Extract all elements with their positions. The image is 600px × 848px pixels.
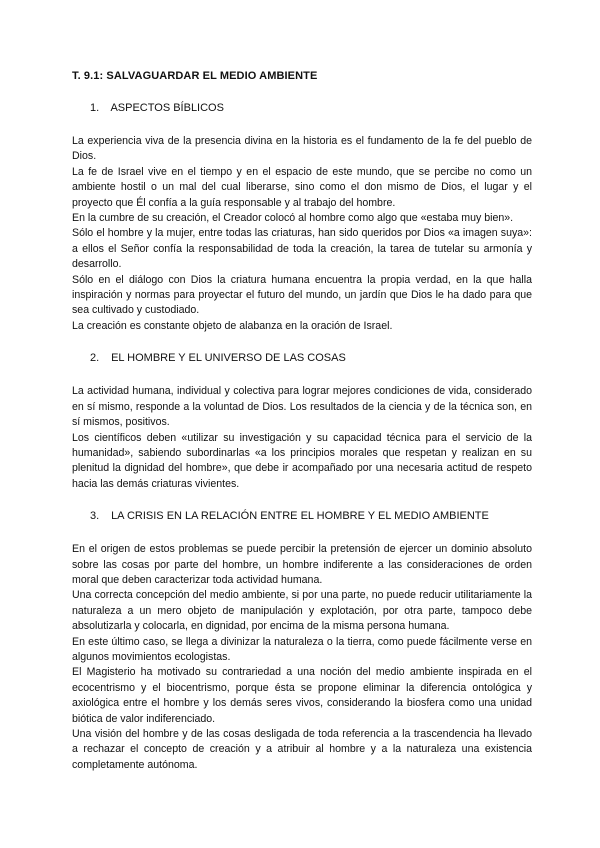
paragraph: En la cumbre de su creación, el Creador colocó al hombre como algo que «estaba muy bien». bbox=[72, 212, 514, 225]
section-number: 3. bbox=[90, 510, 100, 523]
document-title: T. 9.1: SALVAGUARDAR EL MEDIO AMBIENTE bbox=[72, 70, 318, 82]
paragraph: La fe de Israel vive en el tiempo y en el espacio de este mundo, que se percibe no como un ambiente hostil o un mal del cual liberarse, sino como el don mismo de Dios, el lugar y el proyecto que Él confía a la guía responsable y al trabajo del hombre. bbox=[72, 165, 532, 209]
paragraph: La experiencia viva de la presencia divina en la historia es el fundamento de la fe del pueblo de Dios. bbox=[72, 135, 532, 163]
section-heading bbox=[90, 102, 532, 114]
paragraph: La creación es constante objeto de alabanza en la oración de Israel. bbox=[72, 319, 393, 332]
section-heading-text: LA CRISIS EN LA RELACIÓN ENTRE EL HOMBRE Y EL MEDIO AMBIENTE bbox=[111, 510, 489, 523]
section-heading bbox=[90, 510, 532, 522]
section-heading bbox=[90, 352, 532, 364]
paragraph: La actividad humana, individual y colectiva para lograr mejores condiciones de vida, considerado en sí mismo, responde a la voluntad de Dios. Los resultados de la ciencia y de la técnica son, en sí mismos, positivos. bbox=[72, 385, 532, 429]
paragraph: Sólo en el diálogo con Dios la criatura humana encuentra la propia verdad, en la que halla inspiración y normas para proyectar el futuro del mundo, un jardín que Dios le ha dado para que sea cultivado y custodiado. bbox=[72, 273, 532, 317]
section-number: 2. bbox=[90, 352, 100, 365]
paragraph: Una visión del hombre y de las cosas desligada de toda referencia a la trascendencia ha llevado a rechazar el concepto de creación y a atribuir al hombre y a la naturaleza una existencia completamente autónoma. bbox=[72, 728, 532, 771]
section-number: 1. bbox=[90, 102, 100, 114]
paragraph: Sólo el hombre y la mujer, entre todas las criaturas, han sido queridos por Dios «a imagen suya»: a ellos el Señor confía la responsabilidad de toda la creación, la tarea de tutelar su armonía y desarrollo. bbox=[72, 227, 532, 271]
section-hombre-universo bbox=[72, 352, 532, 492]
section-aspectos-biblicos bbox=[72, 102, 532, 334]
paragraph: Una correcta concepción del medio ambiente, si por una parte, no puede reducir utilitariamente la naturaleza a un mero objeto de manipulación y explotación, por otra parte, tampoco debe absolutizarla y colocarla, en dignidad, por encima de la misma persona humana. bbox=[72, 589, 532, 633]
section-heading-text: ASPECTOS BÍBLICOS bbox=[110, 102, 224, 114]
paragraph: En el origen de estos problemas se puede percibir la pretensión de ejercer un dominio absoluto sobre las cosas por parte del hombre, un hombre indiferente a las consideraciones de orden moral que deben caracterizar toda actividad humana. bbox=[72, 543, 532, 586]
paragraph: En este último caso, se llega a divinizar la naturaleza o la tierra, como puede fácilmente verse en algunos movimientos ecologistas. bbox=[72, 635, 532, 663]
section-heading-text: EL HOMBRE Y EL UNIVERSO DE LAS COSAS bbox=[111, 352, 346, 365]
paragraph: El Magisterio ha motivado su contrariedad a una noción del medio ambiente inspirada en el ecocentrismo y el biocentrismo, porque ésta se propone eliminar la diferencia ontológica y axiológica entre el hombre y los demás seres vivos, considerando la biosfera como una unidad biótica de valor indiferenciado. bbox=[72, 666, 532, 725]
section-crisis-relacion bbox=[72, 510, 532, 773]
paragraph: Los científicos deben «utilizar su investigación y su capacidad técnica para el servicio de la humanidad», sabiendo subordinarlas «a los principios morales que respetan y realizan en su plenitud la dignidad del hombre», que debe ir acompañado por una necesaria actitud de respeto hacia las demás criaturas vivientes. bbox=[72, 431, 532, 490]
